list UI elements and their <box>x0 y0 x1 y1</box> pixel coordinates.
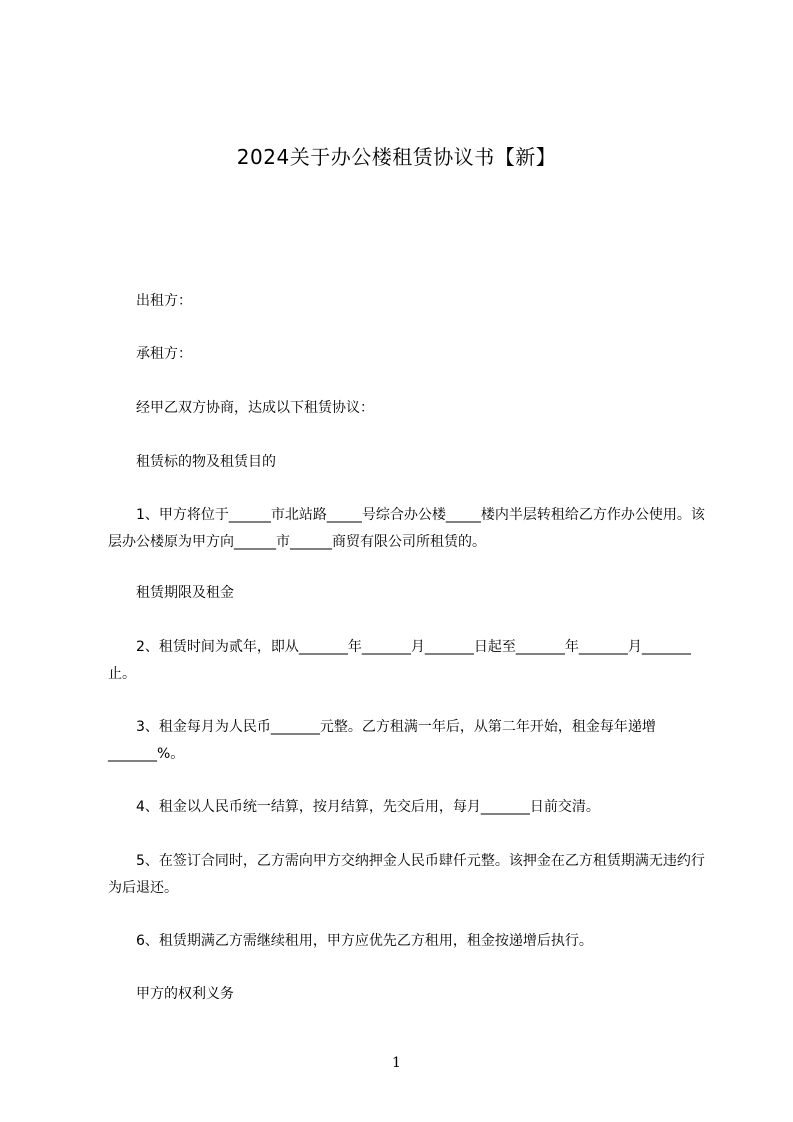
document-title: 2024关于办公楼租赁协议书【新】 <box>236 145 557 169</box>
clause-5: 5、在签订合同时，乙方需向甲方交纳押金人民币肆仟元整。该押金在乙方租赁期满无违约行为后退还。 <box>108 853 705 896</box>
clause-3: 3、租金每月为人民币_______元整。乙方租满一年后，从第二年开始，租金每年递增_______%。 <box>108 719 656 762</box>
clause-1: 1、甲方将位于______市北站路_____号综合办公楼_____楼内半层转租给乙方作办公使用。该层办公楼原为甲方向______市______商贸有限公司所租赁的。 <box>108 507 705 550</box>
clause-6: 6、租赁期满乙方需继续租用，甲方应优先乙方租用，租金按递增后执行。 <box>136 933 593 949</box>
page-number: 1 <box>392 1055 401 1071</box>
clause-2: 2、租赁时间为贰年，即从_______年_______月_______日起至_______年_______月_______止。 <box>108 639 691 682</box>
paragraph-lessee: 承租方： <box>136 346 192 362</box>
section-heading-lease-object: 租赁标的物及租赁目的 <box>136 454 276 470</box>
section-heading-lessor-rights: 甲方的权利义务 <box>136 986 234 1002</box>
clause-4: 4、租金以人民币统一结算，按月结算，先交后用，每月_______日前交清。 <box>136 799 600 815</box>
section-heading-term-rent: 租赁期限及租金 <box>136 585 234 601</box>
paragraph-agreement-intro: 经甲乙双方协商，达成以下租赁协议： <box>136 400 374 416</box>
paragraph-lessor: 出租方： <box>136 293 192 309</box>
